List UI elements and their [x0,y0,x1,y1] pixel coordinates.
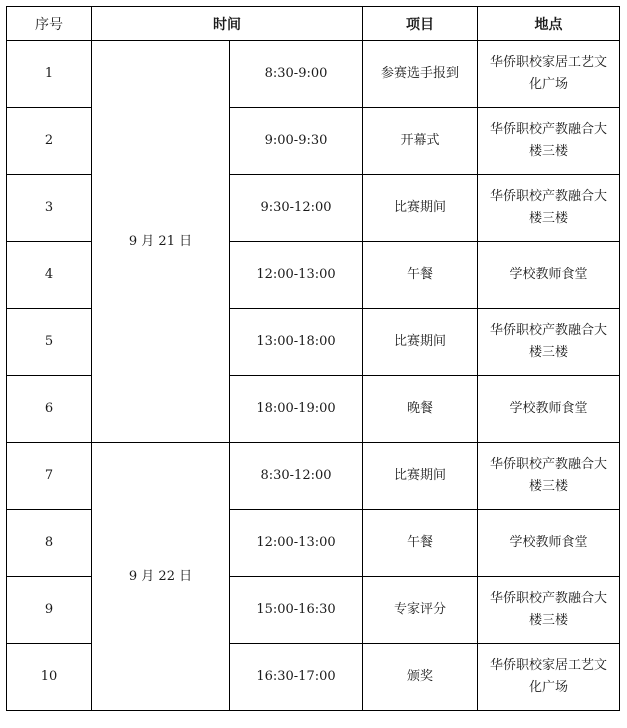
cell-location: 华侨职校产教融合大楼三楼 [478,108,620,175]
cell-item: 晚餐 [363,376,478,443]
cell-time: 12:00-13:00 [230,242,363,309]
cell-no: 3 [7,175,92,242]
cell-time: 9:00-9:30 [230,108,363,175]
header-location: 地点 [478,7,620,41]
cell-location: 学校教师食堂 [478,376,620,443]
cell-time: 9:30-12:00 [230,175,363,242]
cell-time: 16:30-17:00 [230,644,363,711]
cell-location: 华侨职校家居工艺文化广场 [478,41,620,108]
cell-no: 7 [7,443,92,510]
header-row [7,7,620,41]
cell-location: 华侨职校产教融合大楼三楼 [478,443,620,510]
table-row [7,443,620,510]
cell-no: 6 [7,376,92,443]
cell-no: 4 [7,242,92,309]
cell-time: 13:00-18:00 [230,309,363,376]
cell-time: 8:30-12:00 [230,443,363,510]
schedule-table [6,6,620,711]
cell-no: 10 [7,644,92,711]
cell-location: 学校教师食堂 [478,242,620,309]
cell-location: 华侨职校产教融合大楼三楼 [478,309,620,376]
cell-item: 颁奖 [363,644,478,711]
cell-item: 参赛选手报到 [363,41,478,108]
cell-item: 午餐 [363,510,478,577]
cell-no: 2 [7,108,92,175]
cell-item: 午餐 [363,242,478,309]
cell-item: 比赛期间 [363,443,478,510]
cell-no: 1 [7,41,92,108]
header-item: 项目 [363,7,478,41]
cell-location: 学校教师食堂 [478,510,620,577]
table-row [7,41,620,108]
cell-item: 专家评分 [363,577,478,644]
cell-time: 8:30-9:00 [230,41,363,108]
cell-time: 15:00-16:30 [230,577,363,644]
cell-date: 9 月 21 日 [92,41,230,443]
cell-time: 12:00-13:00 [230,510,363,577]
cell-location: 华侨职校产教融合大楼三楼 [478,175,620,242]
cell-no: 5 [7,309,92,376]
cell-time: 18:00-19:00 [230,376,363,443]
cell-date: 9 月 22 日 [92,443,230,711]
cell-item: 比赛期间 [363,175,478,242]
cell-no: 8 [7,510,92,577]
header-no: 序号 [7,7,92,41]
cell-item: 开幕式 [363,108,478,175]
cell-no: 9 [7,577,92,644]
header-time: 时间 [92,7,363,41]
cell-location: 华侨职校家居工艺文化广场 [478,644,620,711]
cell-item: 比赛期间 [363,309,478,376]
cell-location: 华侨职校产教融合大楼三楼 [478,577,620,644]
